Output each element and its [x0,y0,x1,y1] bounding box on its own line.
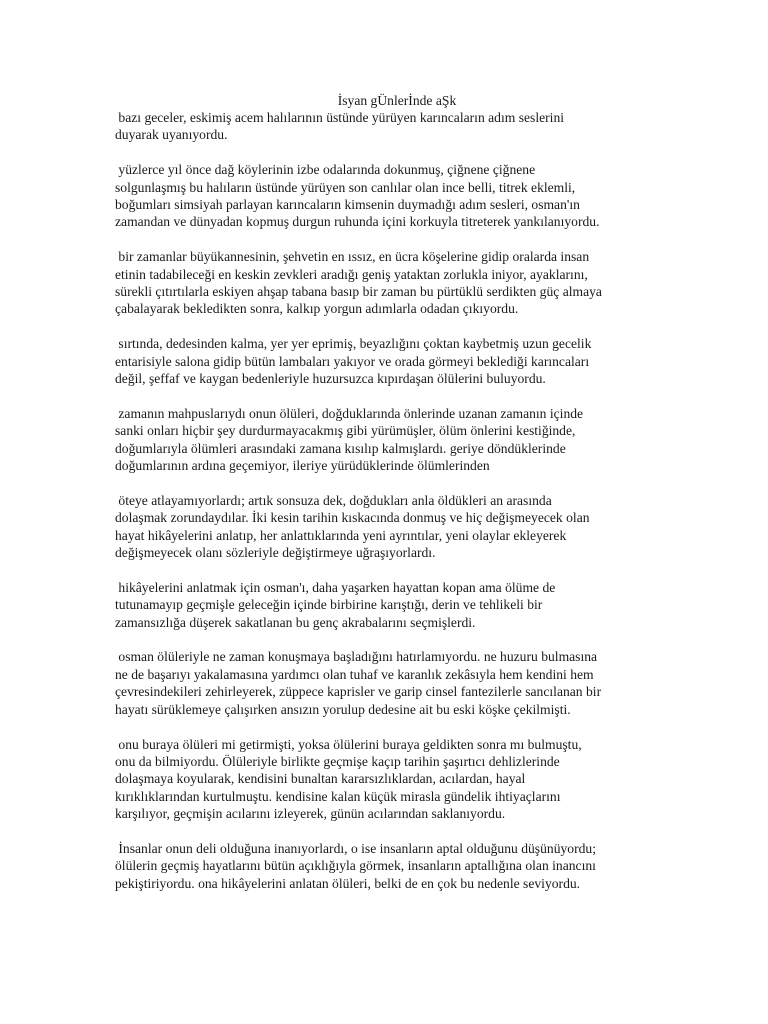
paragraph-3: bir zamanlar büyükannesinin, şehvetin en ıssız, en ücra köşelerine gidip oralarda insan etinin tadabileceği en keskin zevkleri aradığı geniş yataktan zorlukla iniyor, ayaklarını, sürekli çıtırtılarla eskiyen ahşap tabana basıp bir zaman bu pürtüklü serdikten güç almaya çabalayarak bekledikten sonra, kalkıp yorgun adımlarla odadan çıkıyordu. [115,249,602,317]
paragraph-5: zamanın mahpuslarıydı onun ölüleri, doğduklarında önlerinde uzanan zamanın içinde sanki onları hiçbir şey durdurmayacakmış gibi yürümüşler, ölüm önlerini kestiğinde, doğumlarıyla ölümleri arasındaki zamana kısılıp kalmışlardı. geriye döndüklerinde doğumlarının ardına geçemiyor, ileriye yürüdüklerinde ölümlerinden [115,405,584,474]
document-title: İsyan gÜnlerİnde aŞk [337,93,457,108]
document-body [115,109,660,910]
paragraph-4: sırtında, dedesinden kalma, yer yer eprimiş, beyazlığını çoktan kaybetmiş uzun gecelik entarisiyle salona gidip bütün lambaları yakıyor ve orada görmeyi beklediği karıncaları değil, şeffaf ve kaygan bedenleriyle huzursuzca kıpırdaşan ölülerini buluyordu. [115,336,592,387]
paragraph-8: osman ölüleriyle ne zaman konuşmaya başladığını hatırlamıyordu. ne huzuru bulmasına ne de başarıyı yakalamasına yardımcı olan tuhaf ve karanlık zekâsıyla hem kendini hem çevresindekileri zehirleyerek, züppece kaprisler ve garip cinsel fantezilerle sancılanan bir hayatı sürüklemeye çalışırken ansızın yorulup dedesine ait bu eski köşke çekilmişti. [115,649,602,717]
paragraph-9: onu buraya ölüleri mi getirmişti, yoksa ölülerini buraya geldikten sonra mı bulmuştu, onu da bilmiyordu. Ölüleriyle birlikte geçmişe kaçıp tarihin şaşırtıcı dehlizlerinde dolaşmaya koyularak, kendisini bunaltan kararsızlıklardan, acılardan, hayal kırıklıklarından kurtulmuştu. kendisine kalan küçük mirasla gündelik ihtiyaçlarını karşılıyor, geçmişin acılarını izleyerek, günün acılarından saklanıyordu. [115,736,582,822]
paragraph-1: bazı geceler, eskimiş acem halılarının üstünde yürüyen karıncaların adım seslerini duyarak uyanıyordu. [115,110,565,143]
paragraph-10: İnsanlar onun deli olduğuna inanıyorlardı, o ise insanların aptal olduğunu düşünüyordu; ölülerin geçmiş hayatlarını bütün açıklığıyla görmek, insanların aptallığına olan inancını pekiştiriyordu. ona hikâyelerini anlatan ölüleri, belki de en çok bu nedenle seviyordu. [115,840,596,891]
paragraph-6: öteye atlayamıyorlardı; artık sonsuza dek, doğdukları anla öldükleri an arasında dolaşmak zorundaydılar. İki kesin tarihin kıskacında donmuş ve hiç değişmeyecek olan hayat hikâyelerini anlatıp, her anlattıklarında yeni ayrıntılar, yeni olaylar ekleyerek değişmeyecek olanı sözleriyle değiştirmeye uğraşıyorlardı. [115,492,590,561]
paragraph-7: hikâyelerini anlatmak için osman'ı, daha yaşarken hayattan kopan ama ölüme de tutunamayıp geçmişle geleceğin içinde birbirine karıştığı, derin ve tehlikeli bir zamansızlığa düşerek sakatlanan bu genç akrabalarını seçmişlerdi. [115,579,556,630]
paragraph-2: yüzlerce yıl önce dağ köylerinin izbe odalarında dokunmuş, çiğnene çiğnene solgunlaşmış bu halıların üstünde yürüyen son canlılar olan ince belli, titrek eklemli, boğumları simsiyah parlayan karıncaların kimsenin duymadığı adım sesleri, osman'ın zamandan ve dünyadan kopmuş durgun ruhunda içini korkuyla titreterek yankılanıyordu. [115,162,600,230]
